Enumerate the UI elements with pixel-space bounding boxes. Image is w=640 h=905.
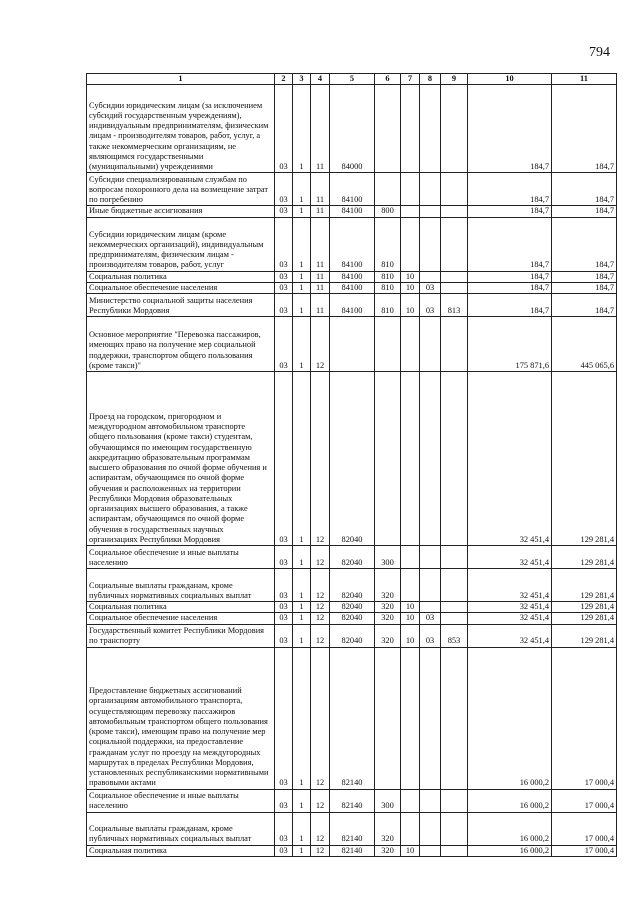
ministry-code-cell xyxy=(441,812,468,845)
amount-2024-cell: 16 000,2 xyxy=(468,647,552,789)
section-code-cell: 03 xyxy=(275,812,293,845)
row-name-cell: Социальное обеспечение населения xyxy=(87,613,275,624)
target-code-cell: 84100 xyxy=(330,217,375,271)
division-cell xyxy=(401,217,420,271)
expense-type-cell: 320 xyxy=(375,812,401,845)
subdivision-cell xyxy=(420,546,441,569)
table-row xyxy=(87,624,617,647)
division-cell: 10 xyxy=(401,282,420,293)
subdivision-cell xyxy=(420,812,441,845)
target-code-cell: 82040 xyxy=(330,602,375,613)
header-cell: 3 xyxy=(293,74,311,85)
section-code-cell: 03 xyxy=(275,206,293,217)
division-cell: 10 xyxy=(401,294,420,317)
subprogram-code-cell: 12 xyxy=(311,647,330,789)
subdivision-cell xyxy=(420,845,441,856)
section-code-cell: 03 xyxy=(275,845,293,856)
row-name-cell: Предоставление бюджетных ассигнований организациям автомобильного транспорта, осуществляющим перевозку пассажиров автомобильным транспортом общего пользования (кроме такси), имеющим право на получение мер социальной поддержки, на предоставление гражданам услуг по проезду на междугородных маршрутах в пределах Республики Мордовия, установленных республиканскими нормативными правовыми актами xyxy=(87,647,275,789)
row-name-cell: Субсидии юридическим лицам (кроме некоммерческих организаций), индивидуальным предпринимателям, физическим лицам - производителям товаров, работ, услуг xyxy=(87,217,275,271)
section-code-cell: 03 xyxy=(275,271,293,282)
section-code-cell: 03 xyxy=(275,647,293,789)
row-name-cell: Государственный комитет Республики Мордовия по транспорту xyxy=(87,624,275,647)
subdivision-cell: 03 xyxy=(420,624,441,647)
amount-2025-cell: 129 281,4 xyxy=(552,613,617,624)
amount-2025-cell: 17 000,4 xyxy=(552,789,617,812)
header-cell: 11 xyxy=(552,74,617,85)
target-code-cell: 82140 xyxy=(330,812,375,845)
expense-type-cell: 320 xyxy=(375,613,401,624)
ministry-code-cell: 813 xyxy=(441,294,468,317)
amount-2025-cell: 184,7 xyxy=(552,294,617,317)
subprogram-code-cell: 11 xyxy=(311,294,330,317)
division-cell xyxy=(401,317,420,372)
program-code-cell: 1 xyxy=(293,789,311,812)
table-body xyxy=(87,85,617,857)
division-cell xyxy=(401,647,420,789)
section-code-cell: 03 xyxy=(275,85,293,173)
page-number: 794 xyxy=(589,45,610,60)
subdivision-cell xyxy=(420,317,441,372)
header-cell: 9 xyxy=(441,74,468,85)
ministry-code-cell xyxy=(441,569,468,602)
program-code-cell: 1 xyxy=(293,569,311,602)
amount-2024-cell: 184,7 xyxy=(468,294,552,317)
expense-type-cell: 300 xyxy=(375,546,401,569)
header-cell: 4 xyxy=(311,74,330,85)
target-code-cell: 82140 xyxy=(330,789,375,812)
section-code-cell: 03 xyxy=(275,569,293,602)
program-code-cell: 1 xyxy=(293,317,311,372)
ministry-code-cell xyxy=(441,173,468,206)
amount-2025-cell: 445 065,6 xyxy=(552,317,617,372)
table-row xyxy=(87,613,617,624)
program-code-cell: 1 xyxy=(293,845,311,856)
table-row xyxy=(87,546,617,569)
table-row xyxy=(87,173,617,206)
table-row xyxy=(87,789,617,812)
section-code-cell: 03 xyxy=(275,546,293,569)
program-code-cell: 1 xyxy=(293,173,311,206)
row-name-cell: Субсидии юридическим лицам (за исключением субсидий государственным учреждениям), индивидуальным предпринимателям, физическим лицам - производителям товаров, работ, услуг, а также некоммерческим организациям, не являющимся государственными (муниципальными) учреждениями xyxy=(87,85,275,173)
ministry-code-cell xyxy=(441,271,468,282)
amount-2024-cell: 184,7 xyxy=(468,206,552,217)
program-code-cell: 1 xyxy=(293,613,311,624)
ministry-code-cell xyxy=(441,282,468,293)
subprogram-code-cell: 11 xyxy=(311,271,330,282)
expense-type-cell xyxy=(375,85,401,173)
division-cell: 10 xyxy=(401,613,420,624)
expense-type-cell: 320 xyxy=(375,845,401,856)
row-name-cell: Социальное обеспечение и иные выплаты населению xyxy=(87,789,275,812)
amount-2025-cell: 129 281,4 xyxy=(552,372,617,546)
target-code-cell: 84100 xyxy=(330,271,375,282)
target-code-cell: 82140 xyxy=(330,845,375,856)
table-row xyxy=(87,845,617,856)
program-code-cell: 1 xyxy=(293,294,311,317)
header-cell: 2 xyxy=(275,74,293,85)
row-name-cell: Социальные выплаты гражданам, кроме публичных нормативных социальных выплат xyxy=(87,812,275,845)
subprogram-code-cell: 11 xyxy=(311,206,330,217)
row-name-cell: Иные бюджетные ассигнования xyxy=(87,206,275,217)
subprogram-code-cell: 12 xyxy=(311,602,330,613)
amount-2024-cell: 16 000,2 xyxy=(468,812,552,845)
table-row xyxy=(87,317,617,372)
ministry-code-cell: 853 xyxy=(441,624,468,647)
subprogram-code-cell: 12 xyxy=(311,372,330,546)
row-name-cell: Социальное обеспечение населения xyxy=(87,282,275,293)
header-cell: 1 xyxy=(87,74,275,85)
section-code-cell: 03 xyxy=(275,372,293,546)
subdivision-cell: 03 xyxy=(420,282,441,293)
amount-2024-cell: 184,7 xyxy=(468,282,552,293)
target-code-cell: 82040 xyxy=(330,613,375,624)
expense-type-cell: 810 xyxy=(375,271,401,282)
subdivision-cell xyxy=(420,217,441,271)
division-cell: 10 xyxy=(401,602,420,613)
ministry-code-cell xyxy=(441,613,468,624)
header-cell: 7 xyxy=(401,74,420,85)
expense-type-cell: 300 xyxy=(375,789,401,812)
target-code-cell: 84100 xyxy=(330,173,375,206)
subprogram-code-cell: 12 xyxy=(311,569,330,602)
subprogram-code-cell: 12 xyxy=(311,317,330,372)
expense-type-cell xyxy=(375,173,401,206)
row-name-cell: Министерство социальной защиты населения Республики Мордовия xyxy=(87,294,275,317)
division-cell: 10 xyxy=(401,624,420,647)
target-code-cell: 84100 xyxy=(330,282,375,293)
target-code-cell: 84000 xyxy=(330,85,375,173)
amount-2024-cell: 32 451,4 xyxy=(468,602,552,613)
program-code-cell: 1 xyxy=(293,206,311,217)
amount-2024-cell: 184,7 xyxy=(468,271,552,282)
amount-2024-cell: 32 451,4 xyxy=(468,624,552,647)
target-code-cell: 82040 xyxy=(330,624,375,647)
target-code-cell: 82040 xyxy=(330,569,375,602)
table-row xyxy=(87,282,617,293)
subdivision-cell: 03 xyxy=(420,294,441,317)
amount-2024-cell: 32 451,4 xyxy=(468,546,552,569)
expense-type-cell: 810 xyxy=(375,217,401,271)
amount-2025-cell: 129 281,4 xyxy=(552,546,617,569)
header-cell: 5 xyxy=(330,74,375,85)
amount-2025-cell: 17 000,4 xyxy=(552,647,617,789)
division-cell xyxy=(401,85,420,173)
row-name-cell: Социальное обеспечение и иные выплаты населению xyxy=(87,546,275,569)
table-row xyxy=(87,271,617,282)
section-code-cell: 03 xyxy=(275,624,293,647)
row-name-cell: Субсидии специализированным службам по вопросам похоронного дела на возмещение затрат по погребению xyxy=(87,173,275,206)
subdivision-cell xyxy=(420,569,441,602)
subprogram-code-cell: 12 xyxy=(311,546,330,569)
division-cell xyxy=(401,173,420,206)
subdivision-cell xyxy=(420,173,441,206)
amount-2025-cell: 184,7 xyxy=(552,85,617,173)
subdivision-cell xyxy=(420,372,441,546)
ministry-code-cell xyxy=(441,647,468,789)
table-row xyxy=(87,217,617,271)
subprogram-code-cell: 11 xyxy=(311,173,330,206)
subprogram-code-cell: 12 xyxy=(311,812,330,845)
row-name-cell: Социальная политика xyxy=(87,602,275,613)
amount-2025-cell: 129 281,4 xyxy=(552,602,617,613)
table-row xyxy=(87,602,617,613)
ministry-code-cell xyxy=(441,317,468,372)
ministry-code-cell xyxy=(441,372,468,546)
program-code-cell: 1 xyxy=(293,217,311,271)
amount-2024-cell: 16 000,2 xyxy=(468,789,552,812)
amount-2024-cell: 32 451,4 xyxy=(468,613,552,624)
amount-2025-cell: 129 281,4 xyxy=(552,569,617,602)
division-cell xyxy=(401,372,420,546)
amount-2024-cell: 184,7 xyxy=(468,85,552,173)
expense-type-cell: 810 xyxy=(375,294,401,317)
subdivision-cell xyxy=(420,789,441,812)
amount-2025-cell: 184,7 xyxy=(552,217,617,271)
expense-type-cell xyxy=(375,317,401,372)
amount-2024-cell: 184,7 xyxy=(468,173,552,206)
amount-2024-cell: 32 451,4 xyxy=(468,569,552,602)
table-row xyxy=(87,569,617,602)
division-cell: 10 xyxy=(401,845,420,856)
subprogram-code-cell: 11 xyxy=(311,85,330,173)
row-name-cell: Социальные выплаты гражданам, кроме публичных нормативных социальных выплат xyxy=(87,569,275,602)
amount-2025-cell: 184,7 xyxy=(552,173,617,206)
row-name-cell: Проезд на городском, пригородном и междугородном автомобильном транспорте общего пользования (кроме такси) студентам, обучающимся по имеющим государственную аккредитацию образовательным программам высшего образования по очной форме обучения и аспирантам, обучающимся по очной форме обучения и расположенных на территории Республики Мордовия образовательных организациях высшего образования, а также аспирантам, обучающимся по очной форме обучения в государственных научных организациях Республики Мордовия xyxy=(87,372,275,546)
program-code-cell: 1 xyxy=(293,372,311,546)
expense-type-cell: 810 xyxy=(375,282,401,293)
subprogram-code-cell: 12 xyxy=(311,789,330,812)
program-code-cell: 1 xyxy=(293,282,311,293)
amount-2025-cell: 17 000,4 xyxy=(552,812,617,845)
program-code-cell: 1 xyxy=(293,602,311,613)
subprogram-code-cell: 12 xyxy=(311,613,330,624)
ministry-code-cell xyxy=(441,789,468,812)
section-code-cell: 03 xyxy=(275,602,293,613)
table-row xyxy=(87,812,617,845)
division-cell xyxy=(401,206,420,217)
expense-type-cell xyxy=(375,372,401,546)
amount-2024-cell: 175 871,6 xyxy=(468,317,552,372)
amount-2024-cell: 16 000,2 xyxy=(468,845,552,856)
row-name-cell: Социальная политика xyxy=(87,271,275,282)
subdivision-cell xyxy=(420,85,441,173)
expense-type-cell: 320 xyxy=(375,602,401,613)
row-name-cell: Основное мероприятие "Перевозка пассажиров, имеющих право на получение мер социальной поддержки, транспортом общего пользования (кроме такси)" xyxy=(87,317,275,372)
target-code-cell: 82140 xyxy=(330,647,375,789)
amount-2024-cell: 32 451,4 xyxy=(468,372,552,546)
section-code-cell: 03 xyxy=(275,317,293,372)
target-code-cell: 82040 xyxy=(330,546,375,569)
expense-type-cell: 800 xyxy=(375,206,401,217)
amount-2025-cell: 129 281,4 xyxy=(552,624,617,647)
amount-2025-cell: 184,7 xyxy=(552,206,617,217)
division-cell xyxy=(401,812,420,845)
amount-2025-cell: 17 000,4 xyxy=(552,845,617,856)
subdivision-cell xyxy=(420,602,441,613)
ministry-code-cell xyxy=(441,845,468,856)
target-code-cell: 82040 xyxy=(330,372,375,546)
section-code-cell: 03 xyxy=(275,294,293,317)
division-cell: 10 xyxy=(401,271,420,282)
program-code-cell: 1 xyxy=(293,812,311,845)
header-cell: 10 xyxy=(468,74,552,85)
expense-type-cell: 320 xyxy=(375,569,401,602)
expense-type-cell xyxy=(375,647,401,789)
program-code-cell: 1 xyxy=(293,85,311,173)
expense-type-cell: 320 xyxy=(375,624,401,647)
ministry-code-cell xyxy=(441,217,468,271)
subprogram-code-cell: 11 xyxy=(311,282,330,293)
section-code-cell: 03 xyxy=(275,789,293,812)
table-row xyxy=(87,206,617,217)
ministry-code-cell xyxy=(441,206,468,217)
ministry-code-cell xyxy=(441,602,468,613)
division-cell xyxy=(401,569,420,602)
subprogram-code-cell: 12 xyxy=(311,624,330,647)
amount-2024-cell: 184,7 xyxy=(468,217,552,271)
section-code-cell: 03 xyxy=(275,217,293,271)
section-code-cell: 03 xyxy=(275,173,293,206)
division-cell xyxy=(401,546,420,569)
table-row xyxy=(87,647,617,789)
subdivision-cell: 03 xyxy=(420,613,441,624)
budget-table xyxy=(86,73,617,857)
header-cell: 8 xyxy=(420,74,441,85)
amount-2025-cell: 184,7 xyxy=(552,282,617,293)
table-row xyxy=(87,85,617,173)
table-header xyxy=(87,74,617,85)
program-code-cell: 1 xyxy=(293,546,311,569)
subdivision-cell xyxy=(420,271,441,282)
subdivision-cell xyxy=(420,647,441,789)
amount-2025-cell: 184,7 xyxy=(552,271,617,282)
subprogram-code-cell: 11 xyxy=(311,217,330,271)
section-code-cell: 03 xyxy=(275,613,293,624)
target-code-cell: 84100 xyxy=(330,294,375,317)
division-cell xyxy=(401,789,420,812)
row-name-cell: Социальная политика xyxy=(87,845,275,856)
ministry-code-cell xyxy=(441,85,468,173)
header-cell: 6 xyxy=(375,74,401,85)
subprogram-code-cell: 12 xyxy=(311,845,330,856)
program-code-cell: 1 xyxy=(293,647,311,789)
program-code-cell: 1 xyxy=(293,624,311,647)
table-row xyxy=(87,294,617,317)
program-code-cell: 1 xyxy=(293,271,311,282)
table-row xyxy=(87,372,617,546)
subdivision-cell xyxy=(420,206,441,217)
target-code-cell: 84100 xyxy=(330,206,375,217)
ministry-code-cell xyxy=(441,546,468,569)
target-code-cell xyxy=(330,317,375,372)
header-row xyxy=(87,74,617,85)
section-code-cell: 03 xyxy=(275,282,293,293)
